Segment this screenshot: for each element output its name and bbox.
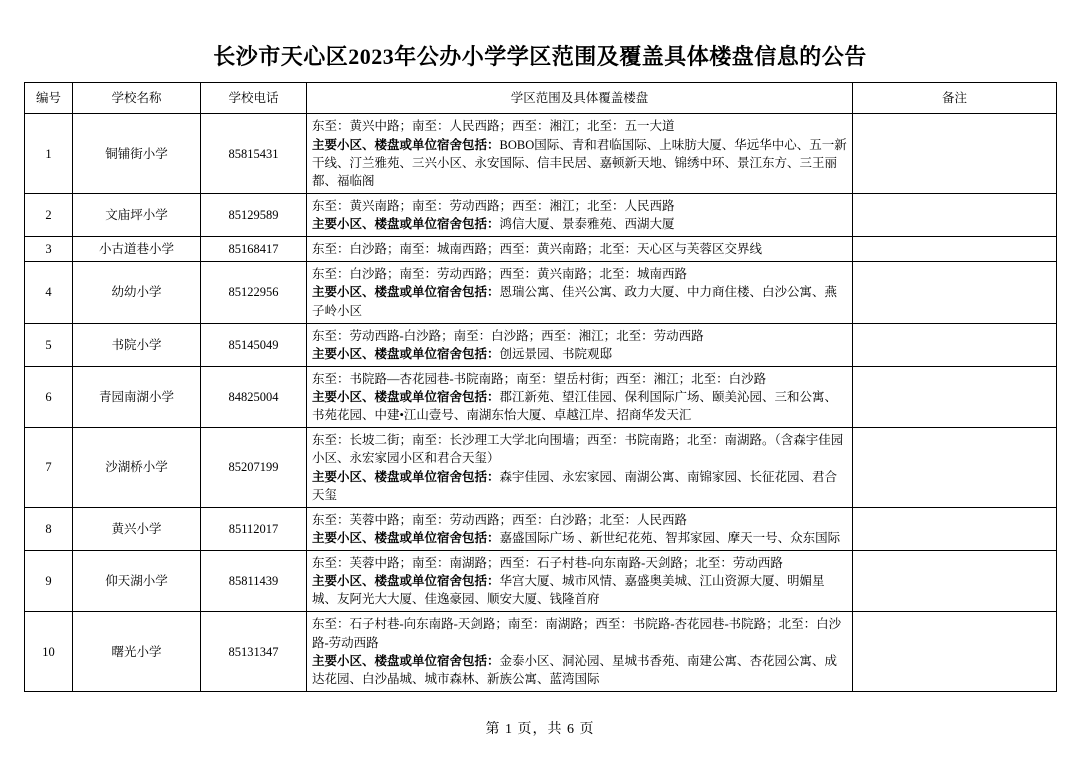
scope-estates-label: 主要小区、楼盘或单位宿舍包括： bbox=[312, 285, 500, 300]
cell-no: 1 bbox=[25, 114, 73, 194]
cell-scope bbox=[307, 323, 853, 366]
scope-estates-label: 主要小区、楼盘或单位宿舍包括： bbox=[312, 390, 500, 405]
cell-note bbox=[853, 114, 1057, 194]
table-row bbox=[25, 237, 1057, 262]
scope-estates-text bbox=[312, 529, 847, 547]
cell-school-phone: 85815431 bbox=[201, 114, 307, 194]
table-row bbox=[25, 366, 1057, 427]
scope-estates-label: 主要小区、楼盘或单位宿舍包括： bbox=[312, 346, 500, 361]
cell-scope bbox=[307, 366, 853, 427]
table-body bbox=[25, 114, 1057, 692]
cell-no: 10 bbox=[25, 612, 73, 692]
column-header-no: 编号 bbox=[25, 83, 73, 114]
cell-scope bbox=[307, 114, 853, 194]
scope-estates-text bbox=[312, 215, 847, 233]
scope-estates-text bbox=[312, 136, 847, 190]
scope-estates-value: 郡江新苑、望江佳园、保利国际广场、颐美沁园、三和公寓、书苑花园、中建•江山壹号、南湖东怡大厦、卓越江岸、招商华发天汇 bbox=[312, 390, 838, 423]
scope-boundary-text: 东至：芙蓉中路；南至：劳动西路；西至：白沙路；北至：人民西路 bbox=[312, 512, 688, 527]
scope-estates-value: 华宫大厦、城市风情、嘉盛奥美城、江山资源大厦、明媚星城、友阿光大大厦、佳逸豪园、顺安大厦、钱隆首府 bbox=[312, 574, 825, 607]
scope-estates-text bbox=[312, 652, 847, 688]
scope-estates-text bbox=[312, 283, 847, 319]
scope-estates-text bbox=[312, 345, 847, 363]
scope-boundary-text: 东至：黄兴南路；南至：劳动西路；西至：湘江；北至：人民西路 bbox=[312, 198, 675, 213]
cell-school-phone: 85122956 bbox=[201, 262, 307, 323]
scope-estates-text bbox=[312, 468, 847, 504]
cell-school-name: 曙光小学 bbox=[73, 612, 201, 692]
column-header-school-name: 学校名称 bbox=[73, 83, 201, 114]
cell-note bbox=[853, 262, 1057, 323]
scope-estates-value: BOBO国际、青和君临国际、上味肪大厦、华远华中心、五一新干线、汀兰雅苑、三兴小区、永安国际、信丰民居、嘉顿新天地、锦绣中环、景江东方、三王丽都、福临阁 bbox=[312, 137, 847, 188]
school-district-table bbox=[24, 82, 1057, 692]
scope-boundary-text: 东至：长坡二街；南至：长沙理工大学北向围墙；西至：书院南路；北至：南湖路。（含森宇佳园小区、永宏家园小区和君合天玺） bbox=[312, 433, 844, 466]
column-header-school-phone: 学校电话 bbox=[201, 83, 307, 114]
cell-note bbox=[853, 323, 1057, 366]
scope-estates-label: 主要小区、楼盘或单位宿舍包括： bbox=[312, 469, 500, 484]
cell-scope bbox=[307, 237, 853, 262]
scope-estates-value: 恩瑞公寓、佳兴公寓、政力大厦、中力商住楼、白沙公寓、燕子岭小区 bbox=[312, 285, 838, 318]
cell-no: 4 bbox=[25, 262, 73, 323]
cell-school-name: 小古道巷小学 bbox=[73, 237, 201, 262]
scope-boundary-text: 东至：石子村巷-向东南路-天剑路；南至：南湖路；西至：书院路-杏花园巷-书院路；北至：白沙路-劳动西路 bbox=[312, 617, 842, 650]
cell-scope bbox=[307, 193, 853, 236]
cell-note bbox=[853, 428, 1057, 508]
table-row bbox=[25, 323, 1057, 366]
page-title: 长沙市天心区2023年公办小学学区范围及覆盖具体楼盘信息的公告 bbox=[213, 44, 867, 69]
cell-school-name: 幼幼小学 bbox=[73, 262, 201, 323]
scope-boundary-text: 东至：劳动西路-白沙路；南至：白沙路；西至：湘江；北至：劳动西路 bbox=[312, 328, 704, 343]
table-row bbox=[25, 193, 1057, 236]
cell-school-name: 青园南湖小学 bbox=[73, 366, 201, 427]
scope-estates-value: 嘉盛国际广场 、新世纪花苑、智邦家园、摩天一号、众东国际 bbox=[499, 530, 841, 545]
scope-boundary-text: 东至：白沙路；南至：城南西路；西至：黄兴南路；北至：天心区与芙蓉区交界线 bbox=[312, 242, 763, 257]
cell-school-phone: 85168417 bbox=[201, 237, 307, 262]
scope-estates-value: 创远景园、书院观邸 bbox=[499, 346, 613, 361]
cell-note bbox=[853, 366, 1057, 427]
scope-boundary-text: 东至：芙蓉中路；南至：南湖路；西至：石子村巷-向东南路-天剑路；北至：劳动西路 bbox=[312, 556, 783, 571]
cell-school-phone: 85112017 bbox=[201, 507, 307, 550]
scope-estates-label: 主要小区、楼盘或单位宿舍包括： bbox=[312, 653, 500, 668]
table-row bbox=[25, 551, 1057, 612]
scope-boundary-text: 东至：白沙路；南至：劳动西路；西至：黄兴南路；北至：城南西路 bbox=[312, 267, 688, 282]
cell-no: 5 bbox=[25, 323, 73, 366]
cell-scope bbox=[307, 428, 853, 508]
table-header-row bbox=[25, 83, 1057, 114]
scope-estates-text bbox=[312, 388, 847, 424]
cell-school-phone: 85145049 bbox=[201, 323, 307, 366]
table-row bbox=[25, 262, 1057, 323]
scope-estates-value: 金泰小区、洞沁园、星城书香苑、南建公寓、杏花园公寓、成达花园、白沙晶城、城市森林、新族公寓、蓝湾国际 bbox=[312, 653, 838, 686]
cell-school-name: 仰天湖小学 bbox=[73, 551, 201, 612]
scope-estates-label: 主要小区、楼盘或单位宿舍包括： bbox=[312, 574, 500, 589]
cell-no: 6 bbox=[25, 366, 73, 427]
scope-boundary-text: 东至：书院路—杏花园巷-书院南路；南至：望岳村街；西至：湘江；北至：白沙路 bbox=[312, 371, 767, 386]
table-row bbox=[25, 612, 1057, 692]
cell-school-name: 文庙坪小学 bbox=[73, 193, 201, 236]
cell-no: 8 bbox=[25, 507, 73, 550]
cell-school-phone: 85131347 bbox=[201, 612, 307, 692]
cell-note bbox=[853, 237, 1057, 262]
cell-scope bbox=[307, 262, 853, 323]
cell-school-name: 黄兴小学 bbox=[73, 507, 201, 550]
scope-boundary-text: 东至：黄兴中路；南至：人民西路；西至：湘江；北至：五一大道 bbox=[312, 119, 675, 134]
scope-estates-value: 森宇佳园、永宏家园、南湖公寓、南锦家园、长征花园、君合天玺 bbox=[312, 469, 838, 502]
scope-estates-text bbox=[312, 572, 847, 608]
table-row bbox=[25, 507, 1057, 550]
column-header-scope: 学区范围及具体覆盖楼盘 bbox=[307, 83, 853, 114]
cell-school-name: 沙湖桥小学 bbox=[73, 428, 201, 508]
scope-estates-label: 主要小区、楼盘或单位宿舍包括： bbox=[312, 530, 500, 545]
cell-school-phone: 85129589 bbox=[201, 193, 307, 236]
scope-estates-label: 主要小区、楼盘或单位宿舍包括： bbox=[312, 137, 500, 152]
page-footer: 第 1 页，共 6 页 bbox=[485, 721, 595, 737]
cell-no: 2 bbox=[25, 193, 73, 236]
scope-estates-value: 鸿信大厦、景泰雅苑、西湖大厦 bbox=[499, 217, 675, 232]
table-row bbox=[25, 114, 1057, 194]
cell-school-phone: 85811439 bbox=[201, 551, 307, 612]
cell-school-name: 铜铺街小学 bbox=[73, 114, 201, 194]
cell-school-phone: 84825004 bbox=[201, 366, 307, 427]
cell-note bbox=[853, 193, 1057, 236]
cell-note bbox=[853, 551, 1057, 612]
scope-estates-label: 主要小区、楼盘或单位宿舍包括： bbox=[312, 217, 500, 232]
cell-school-phone: 85207199 bbox=[201, 428, 307, 508]
table-row bbox=[25, 428, 1057, 508]
cell-school-name: 书院小学 bbox=[73, 323, 201, 366]
cell-no: 7 bbox=[25, 428, 73, 508]
cell-scope bbox=[307, 507, 853, 550]
cell-note bbox=[853, 612, 1057, 692]
cell-no: 9 bbox=[25, 551, 73, 612]
cell-no: 3 bbox=[25, 237, 73, 262]
cell-note bbox=[853, 507, 1057, 550]
cell-scope bbox=[307, 551, 853, 612]
column-header-note: 备注 bbox=[853, 83, 1057, 114]
cell-scope bbox=[307, 612, 853, 692]
